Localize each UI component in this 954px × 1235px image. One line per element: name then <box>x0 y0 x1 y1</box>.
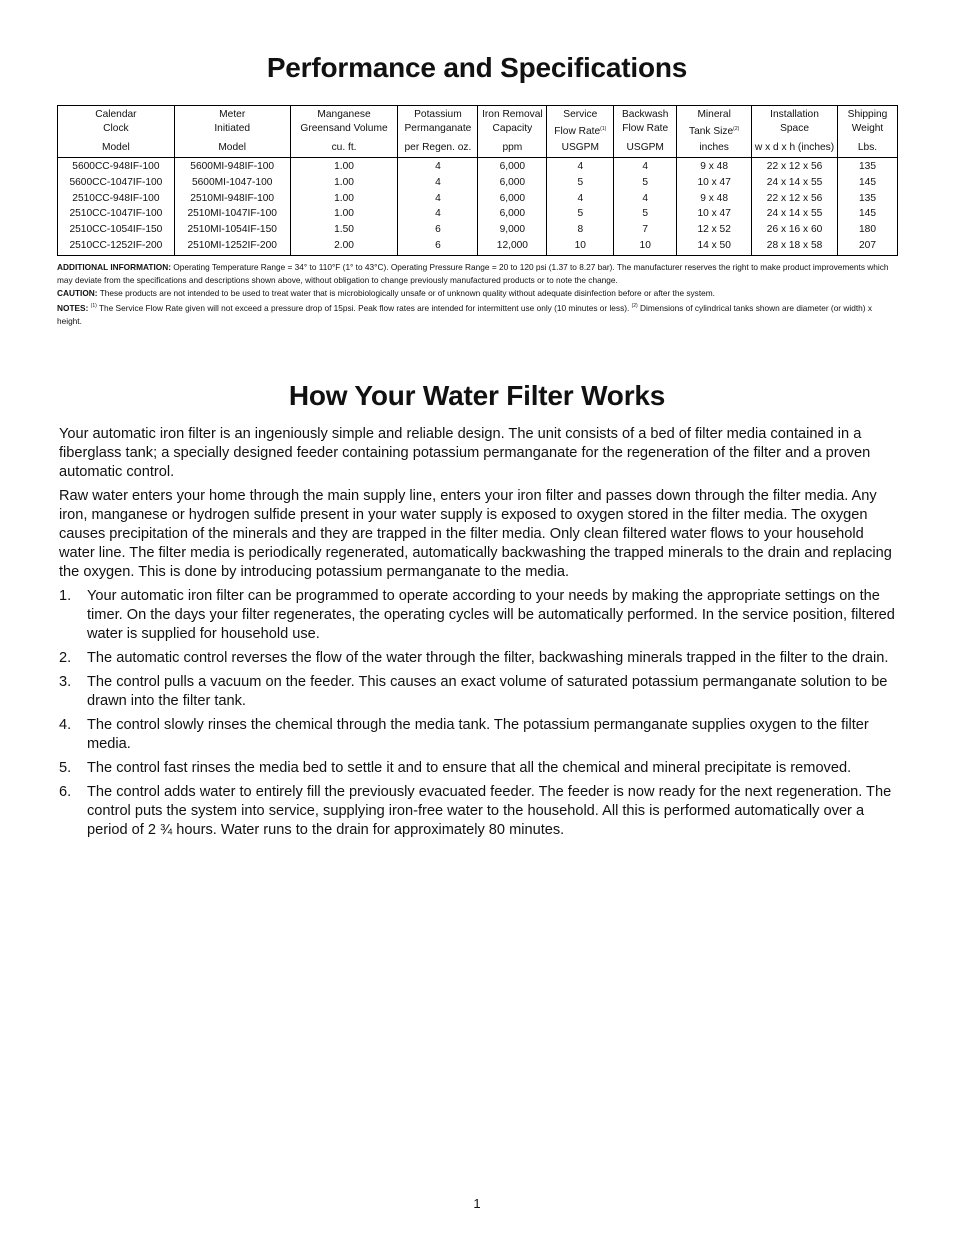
table-cell: 14 x 50 <box>677 238 752 255</box>
table-cell: 12,000 <box>478 238 547 255</box>
caution-note: CAUTION: These products are not intended to be used to treat water that is microbiologically unsafe or of unknown quality without adequate disinfection before or after the system. <box>57 288 715 298</box>
intro-paragraph: Raw water enters your home through the main supply line, enters your iron filter and passes down through the filter media. Any iron, manganese or hydrogen sulfide present in your water supply is exposed to oxygen stored in the filter media. The oxygen causes precipitation of the minerals and they are trapped in the filter media. Only clean filtered water flows to your household water line. The filter media is periodically regenerated, automatically backwashing the trapped minerals to the drain and replacing the oxygen. This is done by introducing potassium permanganate to the media. <box>59 488 892 580</box>
column-header-line1: Calendar <box>95 109 137 120</box>
column-header-line2: Weight <box>837 122 897 139</box>
step-item <box>59 783 899 840</box>
table-cell: 2510MI-948IF-100 <box>174 191 290 207</box>
table-row <box>58 158 898 175</box>
step-item <box>59 759 899 778</box>
column-header-line1: Manganese <box>290 106 398 123</box>
column-header-units: cu. ft. <box>290 139 398 158</box>
table-cell: 2510CC-948IF-100 <box>72 192 160 204</box>
table-cell: 12 x 52 <box>677 222 752 238</box>
table-cell: 22 x 12 x 56 <box>752 158 838 175</box>
table-cell: 2510MI-1054IF-150 <box>174 222 290 238</box>
step-number: 6. <box>59 784 72 800</box>
table-cell: 1.00 <box>290 158 398 175</box>
step-text: The control fast rinses the media bed to settle it and to ensure that all the chemical and mineral precipitate is removed. <box>87 760 852 776</box>
table-cell: 28 x 18 x 58 <box>752 238 838 255</box>
column-header-units: Model <box>102 142 130 153</box>
table-cell: 1.00 <box>290 191 398 207</box>
intro-paragraph: Your automatic iron filter is an ingeniously simple and reliable design. The unit consists of a bed of filter media contained in a fiberglass tank; a specially designed feeder containing potassium permanganate for the regeneration of the filter and a proven automatic control. <box>59 426 871 480</box>
table-row <box>58 222 898 238</box>
table-row <box>58 206 898 222</box>
column-header-line2: Space <box>752 122 838 139</box>
column-header-units: USGPM <box>547 139 614 158</box>
table-cell: 10 x 47 <box>677 206 752 222</box>
specifications-table <box>57 105 898 256</box>
column-header-line1: Backwash <box>614 106 677 123</box>
table-cell: 4 <box>398 158 478 175</box>
table-cell: 6,000 <box>478 158 547 175</box>
column-header-line2: Permanganate <box>398 122 478 139</box>
step-item <box>59 673 899 711</box>
table-cell: 9 x 48 <box>677 191 752 207</box>
table-cell: 2510CC-1252IF-200 <box>69 239 163 251</box>
step-item <box>59 587 899 644</box>
table-cell: 7 <box>614 222 677 238</box>
column-header-line2: Clock <box>103 123 129 134</box>
column-header-line2: Initiated <box>174 122 290 139</box>
table-cell: 2.00 <box>290 238 398 255</box>
table-cell: 4 <box>547 191 614 207</box>
table-cell: 135 <box>837 191 897 207</box>
table-cell: 6 <box>398 238 478 255</box>
step-number: 4. <box>59 717 72 733</box>
column-header-units: ppm <box>478 139 547 158</box>
step-number: 1. <box>59 588 72 604</box>
table-cell: 1.50 <box>290 222 398 238</box>
additional-information: ADDITIONAL INFORMATION: Operating Temperature Range = 34° to 110°F (1° to 43°C). Operating Pressure Range = 20 to 120 psi (1.37 to 8.27 bar). The manufacturer reserves the right to make product improvements which may deviate from the specifications and descriptions shown above, without obligation to change previously manufactured products or to note the change. <box>57 262 889 285</box>
table-cell: 5 <box>614 206 677 222</box>
table-cell: 10 x 47 <box>677 175 752 191</box>
table-cell: 6,000 <box>478 191 547 207</box>
table-cell: 5600MI-1047-100 <box>174 175 290 191</box>
table-cell: 6,000 <box>478 206 547 222</box>
step-number: 2. <box>59 650 72 666</box>
table-cell: 9 x 48 <box>677 158 752 175</box>
column-header-line1: Meter <box>174 106 290 123</box>
column-header-line2: Flow Rate$^{(1)}$ <box>547 122 614 139</box>
footnotes: NOTES: $^{(1)}$ The Service Flow Rate given will not exceed a pressure drop of 15psi. Peak flow rates are intended for intermittent use only (10 minutes or less). $^{(2)}$ Dimensions of cylindrical tanks shown are diameter (or width) x height. <box>57 303 872 326</box>
section-title-how-it-works: How Your Water Filter Works <box>288 380 666 411</box>
steps-list <box>59 587 899 840</box>
table-cell: 145 <box>837 206 897 222</box>
table-cell: 10 <box>547 238 614 255</box>
table-cell: 2510MI-1252IF-200 <box>174 238 290 255</box>
step-text: The control adds water to entirely fill the previously evacuated feeder. The feeder is now ready for the next regeneration. The control puts the system into service, supplying iron-free water to the household. All this is performed automatically over a period of 2 ¾ hours. Water runs to the drain for approximately 80 minutes. <box>87 784 892 838</box>
table-cell: 207 <box>837 238 897 255</box>
column-header-units: inches <box>677 139 752 158</box>
table-cell: 6 <box>398 222 478 238</box>
table-row <box>58 238 898 255</box>
table-cell: 1.00 <box>290 175 398 191</box>
table-cell: 6,000 <box>478 175 547 191</box>
column-header-line2: Flow Rate <box>614 122 677 139</box>
column-header-units: per Regen. oz. <box>398 139 478 158</box>
step-text: Your automatic iron filter can be programmed to operate according to your needs by making the appropriate settings on the timer. On the days your filter regenerates, the operating cycles will be automatically performed. In the service position, filtered water is supplied for household use. <box>87 588 895 642</box>
table-cell: 1.00 <box>290 206 398 222</box>
table-cell: 10 <box>614 238 677 255</box>
step-item <box>59 716 899 754</box>
table-cell: 145 <box>837 175 897 191</box>
column-header-line2: Capacity <box>478 122 547 139</box>
table-cell: 5600MI-948IF-100 <box>174 158 290 175</box>
section-title-performance: Performance and Specifications <box>266 52 688 83</box>
table-cell: 4 <box>614 158 677 175</box>
step-item <box>59 649 899 668</box>
spec-notes <box>57 261 897 328</box>
table-cell: 4 <box>398 175 478 191</box>
table-cell: 24 x 14 x 55 <box>752 206 838 222</box>
column-header-line1: Shipping <box>837 106 897 123</box>
table-cell: 5 <box>547 175 614 191</box>
table-cell: 9,000 <box>478 222 547 238</box>
table-cell: 26 x 16 x 60 <box>752 222 838 238</box>
table-cell: 5 <box>614 175 677 191</box>
table-cell: 5600CC-948IF-100 <box>72 161 160 172</box>
column-header-units: USGPM <box>614 139 677 158</box>
step-number: 3. <box>59 674 72 690</box>
column-header-line1: Service <box>547 106 614 123</box>
table-cell: 5600CC-1047IF-100 <box>69 176 163 188</box>
table-cell: 4 <box>398 206 478 222</box>
table-cell: 4 <box>614 191 677 207</box>
step-number: 5. <box>59 760 72 776</box>
column-header-line2: Tank Size$^{(2)}$ <box>677 122 752 139</box>
table-row <box>58 175 898 191</box>
table-body <box>58 158 898 256</box>
table-cell: 4 <box>398 191 478 207</box>
column-header-line1: Potassium <box>398 106 478 123</box>
column-header-line1: Installation <box>752 106 838 123</box>
table-cell: 2510CC-1054IF-150 <box>69 224 163 236</box>
step-text: The control slowly rinses the chemical through the media tank. The potassium permanganate supplies oxygen to the filter media. <box>87 717 869 752</box>
table-cell: 22 x 12 x 56 <box>752 191 838 207</box>
table-cell: 2510CC-1047IF-100 <box>69 208 163 220</box>
column-header-units: Model <box>174 139 290 158</box>
table-cell: 8 <box>547 222 614 238</box>
table-header <box>58 106 898 158</box>
page-number: 1 <box>473 1196 481 1211</box>
table-cell: 5 <box>547 206 614 222</box>
column-header-units: Lbs. <box>837 139 897 158</box>
column-header-line2: Greensand Volume <box>290 122 398 139</box>
step-text: The automatic control reverses the flow of the water through the filter, backwashing minerals trapped in the filter to the drain. <box>87 650 889 666</box>
table-cell: 2510MI-1047IF-100 <box>174 206 290 222</box>
column-header-line1: Iron Removal <box>478 106 547 123</box>
table-cell: 135 <box>837 158 897 175</box>
table-cell: 4 <box>547 158 614 175</box>
table-row <box>58 191 898 207</box>
column-header-units: w x d x h (inches) <box>752 139 838 158</box>
table-cell: 24 x 14 x 55 <box>752 175 838 191</box>
how-it-works-body <box>59 425 899 845</box>
step-text: The control pulls a vacuum on the feeder. This causes an exact volume of saturated potassium permanganate solution to be drawn into the filter tank. <box>87 674 888 709</box>
column-header-line1: Mineral <box>677 106 752 123</box>
table-cell: 180 <box>837 222 897 238</box>
